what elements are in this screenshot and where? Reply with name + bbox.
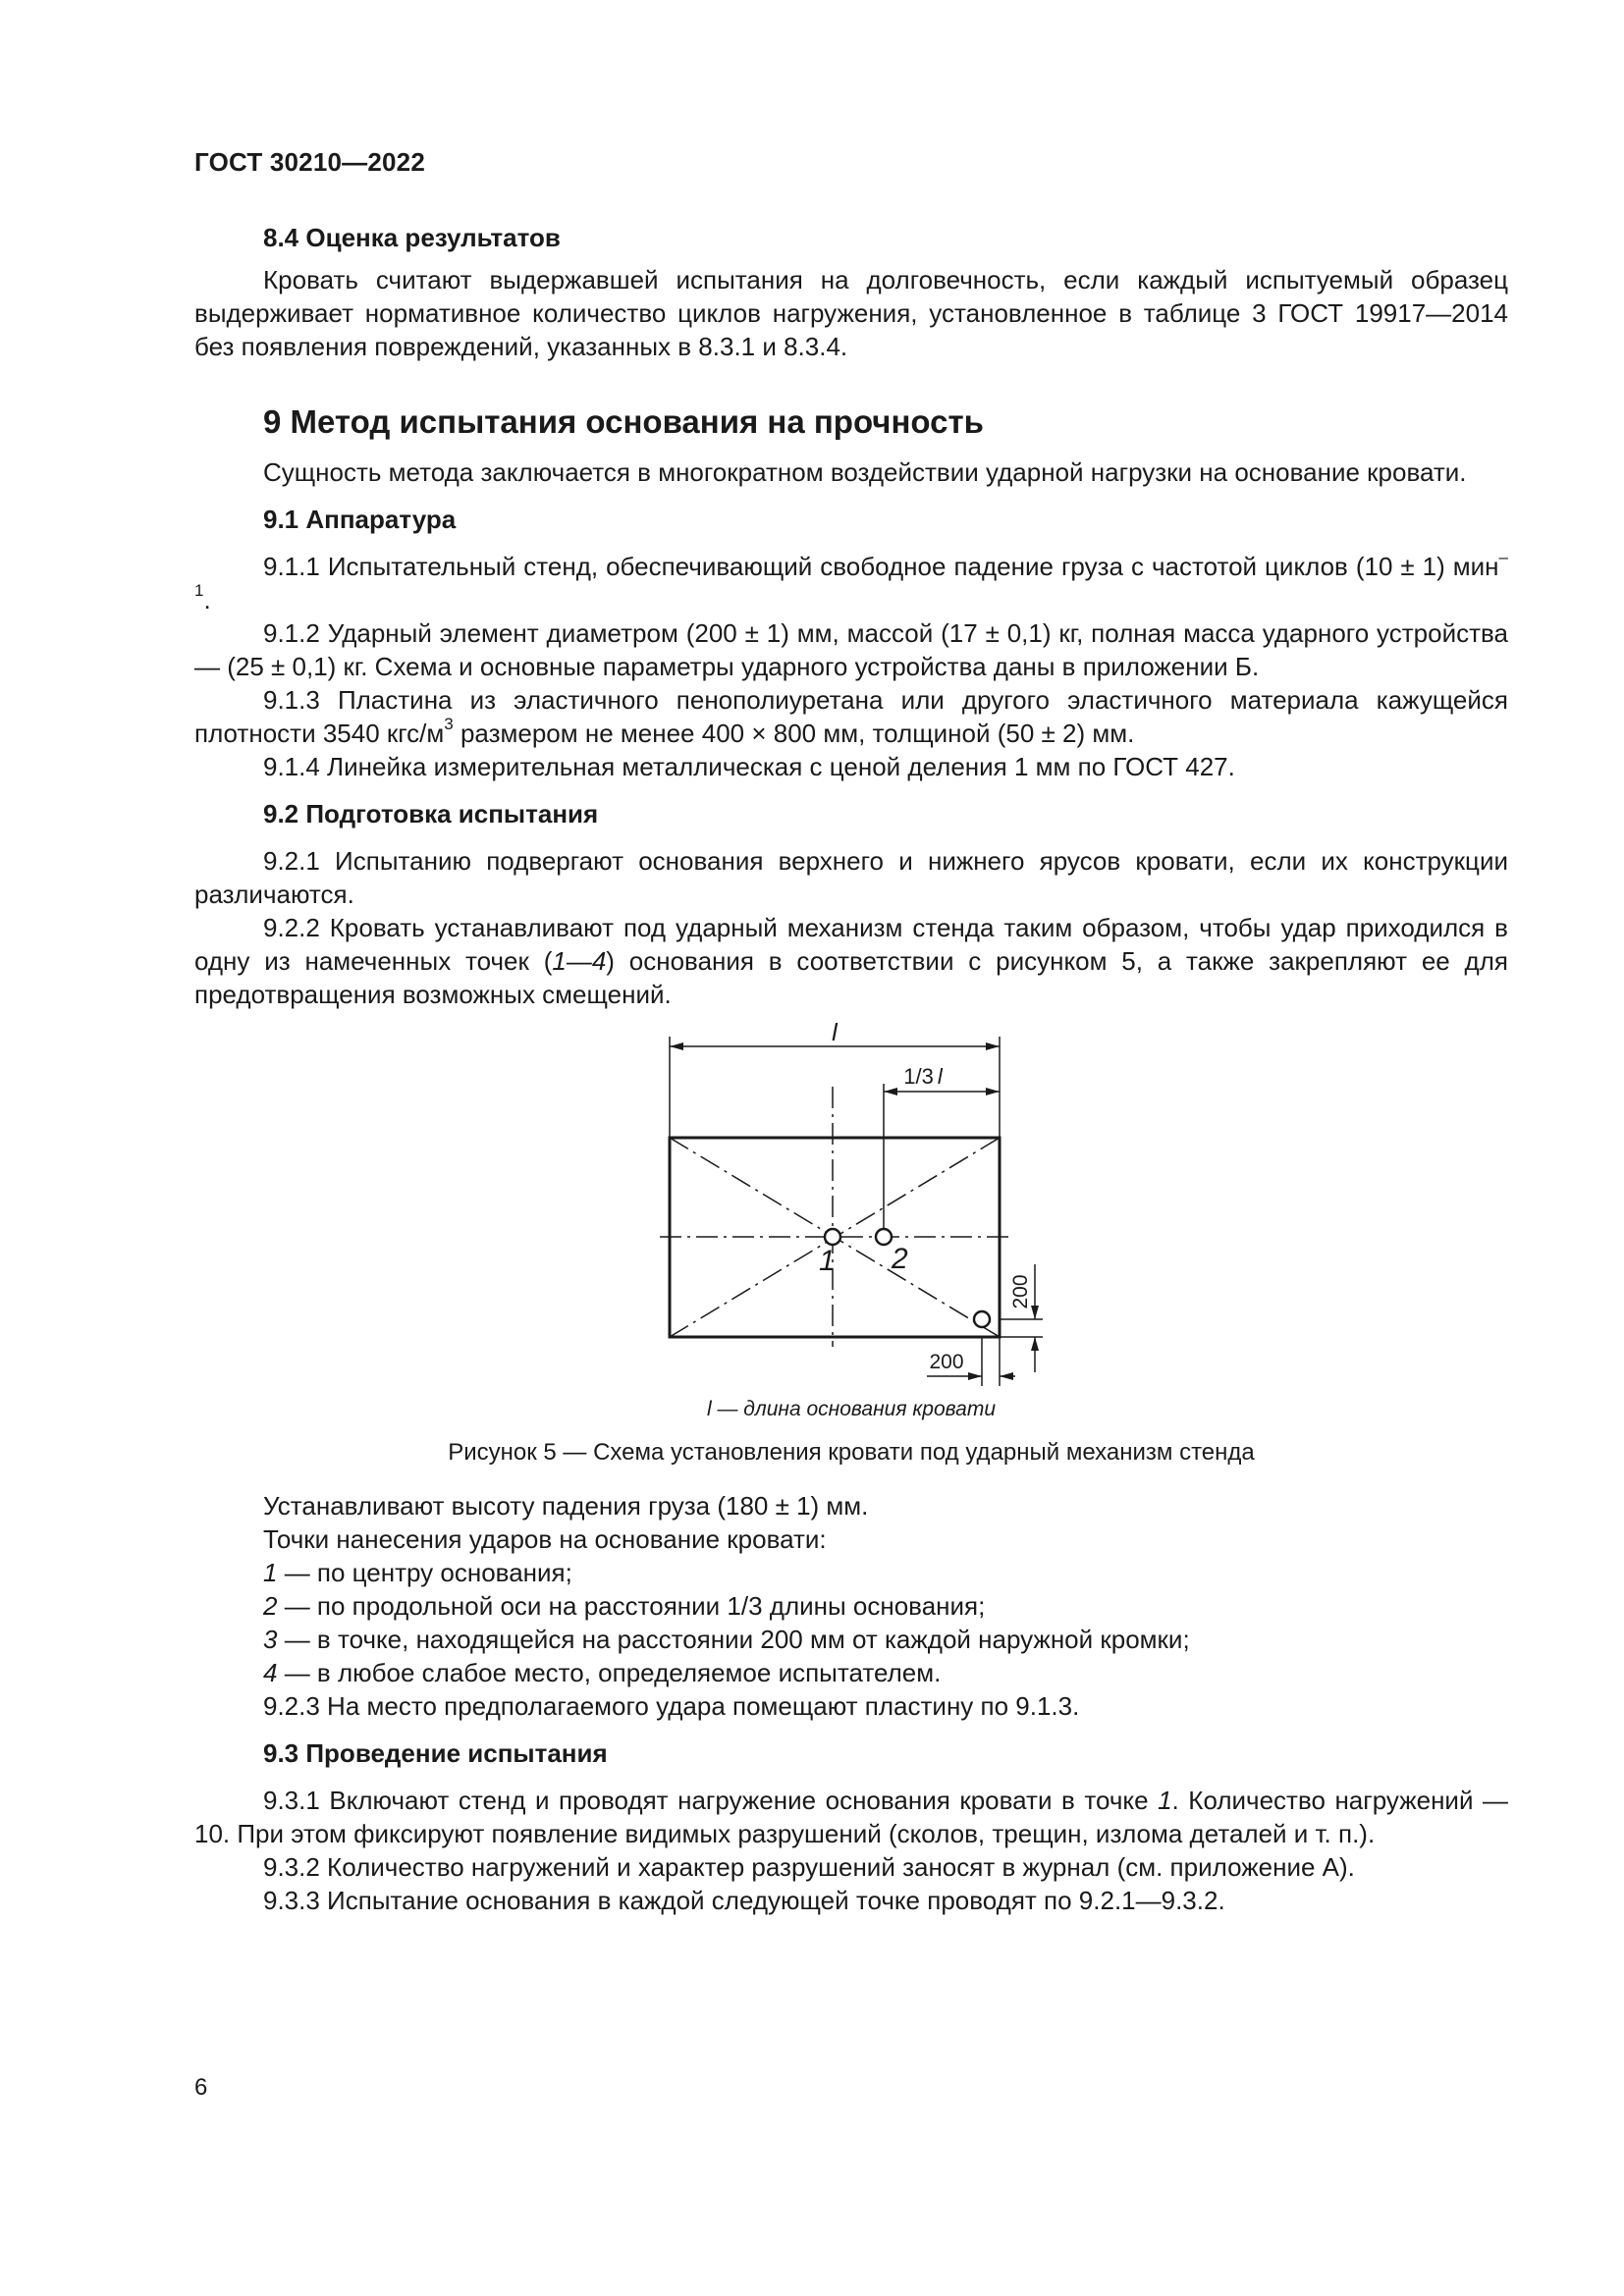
impact-points-intro: Точки нанесения ударов на основание кровати: [263, 1524, 827, 1554]
impact-point-number: 4 [263, 1658, 278, 1687]
arrowhead [884, 1088, 897, 1095]
impact-point-item [194, 1623, 1508, 1656]
paragraph-8-4: Кровать считают выдержавшей испытания на долговечность, если каждый испытуемый образец выдерживает нормативное количество циклов нагружения, установленное в таблице 3 ГОСТ 19917—2014 без появления повреждений, указанных в 8.3.1 и 8.3.4. [194, 265, 1508, 361]
paragraph-9-2-2-text-b: ) основания в соответствии с рисунком 5, а также закрепляют ее для предотвращения возможных смещений. [194, 946, 1508, 1009]
paragraph-9-1-4: 9.1.4 Линейка измерительная металлическая с ценой деления 1 мм по ГОСТ 427. [263, 752, 1235, 781]
paragraph-9-2-3: 9.2.3 На место предполагаемого удара помещают пластину по 9.1.3. [263, 1691, 1080, 1721]
paragraph-9-2-2 [194, 911, 1508, 1011]
drop-height-line: Устанавливают высоту падения груза (180 ± 1) мм. [263, 1491, 869, 1521]
paragraph-9-1-2: 9.1.2 Ударный элемент диаметром (200 ± 1) мм, массой (17 ± 0,1) кг, полная масса ударного устройства — (25 ± 0,1) кг. Схема и основные параметры ударного устройства даны в приложении Б. [194, 618, 1508, 681]
paragraph-9-1-3-end: размером не менее 400 × 800 мм, толщиной (50 ± 2) мм. [453, 719, 1135, 748]
impact-point-item [194, 1556, 1508, 1589]
impact-point-number: 1 [263, 1558, 278, 1587]
impact-point-number: 2 [263, 1591, 278, 1621]
heading-8-4: 8.4 Оценка результатов [263, 223, 561, 252]
paragraph-9-2-2-text-a: 9.2.2 Кровать устанавливают под ударный механизм стенда таким образом, чтобы удар приходился в одну из намеченных точек ( [194, 913, 1508, 976]
paragraph-9-3-1-text-a: 9.3.1 Включают стенд и проводят нагружение основания кровати в точке [263, 1786, 1159, 1815]
impact-point-2 [876, 1229, 892, 1245]
arrowhead [670, 1042, 683, 1050]
paragraph-9-2-2-italic: 1—4 [552, 946, 607, 976]
superscript-three: 3 [444, 715, 454, 734]
paragraph-9-3-1 [194, 1784, 1508, 1850]
impact-point-text: — по центру основания; [277, 1558, 572, 1587]
paragraph-9-1-1 [194, 550, 1508, 616]
figure-caption: Рисунок 5 — Схема установления кровати под ударный механизм стенда [448, 1439, 1255, 1466]
heading-9-1: 9.1 Аппаратура [263, 505, 457, 534]
paragraph-9-1-1-end: . [203, 585, 211, 614]
paragraph-9-3-3: 9.3.3 Испытание основания в каждой следующей точке проводят по 9.2.1—9.3.2. [263, 1886, 1225, 1915]
label-point-2: 2 [892, 1243, 908, 1275]
impact-point-1 [825, 1229, 840, 1245]
paragraph-9-1-3-text: 9.1.3 Пластина из эластичного пенополиуретана или другого эластичного материала кажущейся плотности 3540 кгс/м [194, 685, 1508, 748]
label-length-l: l [832, 1023, 838, 1046]
heading-9: 9 Метод испытания основания на прочность [263, 403, 984, 440]
paragraph-9-intro: Сущность метода заключается в многократном воздействии ударной нагрузки на основание кровати. [263, 457, 1467, 487]
impact-point-text: — в точке, находящейся на расстоянии 200 мм от каждой наружной кромки; [277, 1625, 1190, 1654]
label-dimension-200-horizontal: 200 [929, 1351, 964, 1373]
figure-legend: l — длина основания кровати [706, 1398, 997, 1420]
label-point-1: 1 [819, 1245, 836, 1277]
page-content [194, 221, 1508, 1917]
heading-9-3: 9.3 Проведение испытания [263, 1738, 608, 1768]
impact-point-3 [974, 1311, 990, 1327]
paragraph-9-2-1: 9.2.1 Испытанию подвергают основания верхнего и нижнего ярусов кровати, если их конструкции различаются. [194, 846, 1508, 909]
arrowhead [986, 1088, 1000, 1095]
label-one-third: 1/3 l [903, 1064, 943, 1089]
figure-5 [194, 1023, 1508, 1469]
heading-9-2: 9.2 Подготовка испытания [263, 799, 599, 828]
standard-code-header: ГОСТ 30210—2022 [194, 147, 425, 177]
superscript-minus-one: –1 [194, 548, 1508, 601]
impact-point-text: — в любое слабое место, определяемое испытателем. [277, 1658, 942, 1687]
impact-point-item [194, 1589, 1508, 1623]
page-number: 6 [194, 2074, 208, 2101]
arrowhead [1031, 1306, 1039, 1319]
label-dimension-200-vertical: 200 [1009, 1274, 1032, 1309]
impact-point-number: 3 [263, 1625, 278, 1654]
arrowhead [1031, 1337, 1039, 1351]
arrowhead [986, 1042, 1000, 1050]
paragraph-9-3-2: 9.3.2 Количество нагружений и характер разрушений заносят в журнал (см. приложение А). [263, 1852, 1355, 1882]
paragraph-9-1-3 [194, 683, 1508, 750]
paragraph-9-3-1-text-b: . Количество нагружений — 10. При этом фиксируют появление видимых разрушений (сколов, трещин, излома деталей и т. п.). [194, 1786, 1508, 1848]
paragraph-9-1-1-text: 9.1.1 Испытательный стенд, обеспечивающий свободное падение груза с частотой циклов (10 ± 1) мин [263, 552, 1499, 581]
paragraph-9-3-1-italic: 1 [1158, 1786, 1172, 1815]
impact-point-text: — по продольной оси на расстоянии 1/3 длины основания; [277, 1591, 986, 1621]
arrowhead [1000, 1372, 1013, 1380]
arrowhead [968, 1372, 982, 1380]
impact-point-item [194, 1656, 1508, 1689]
